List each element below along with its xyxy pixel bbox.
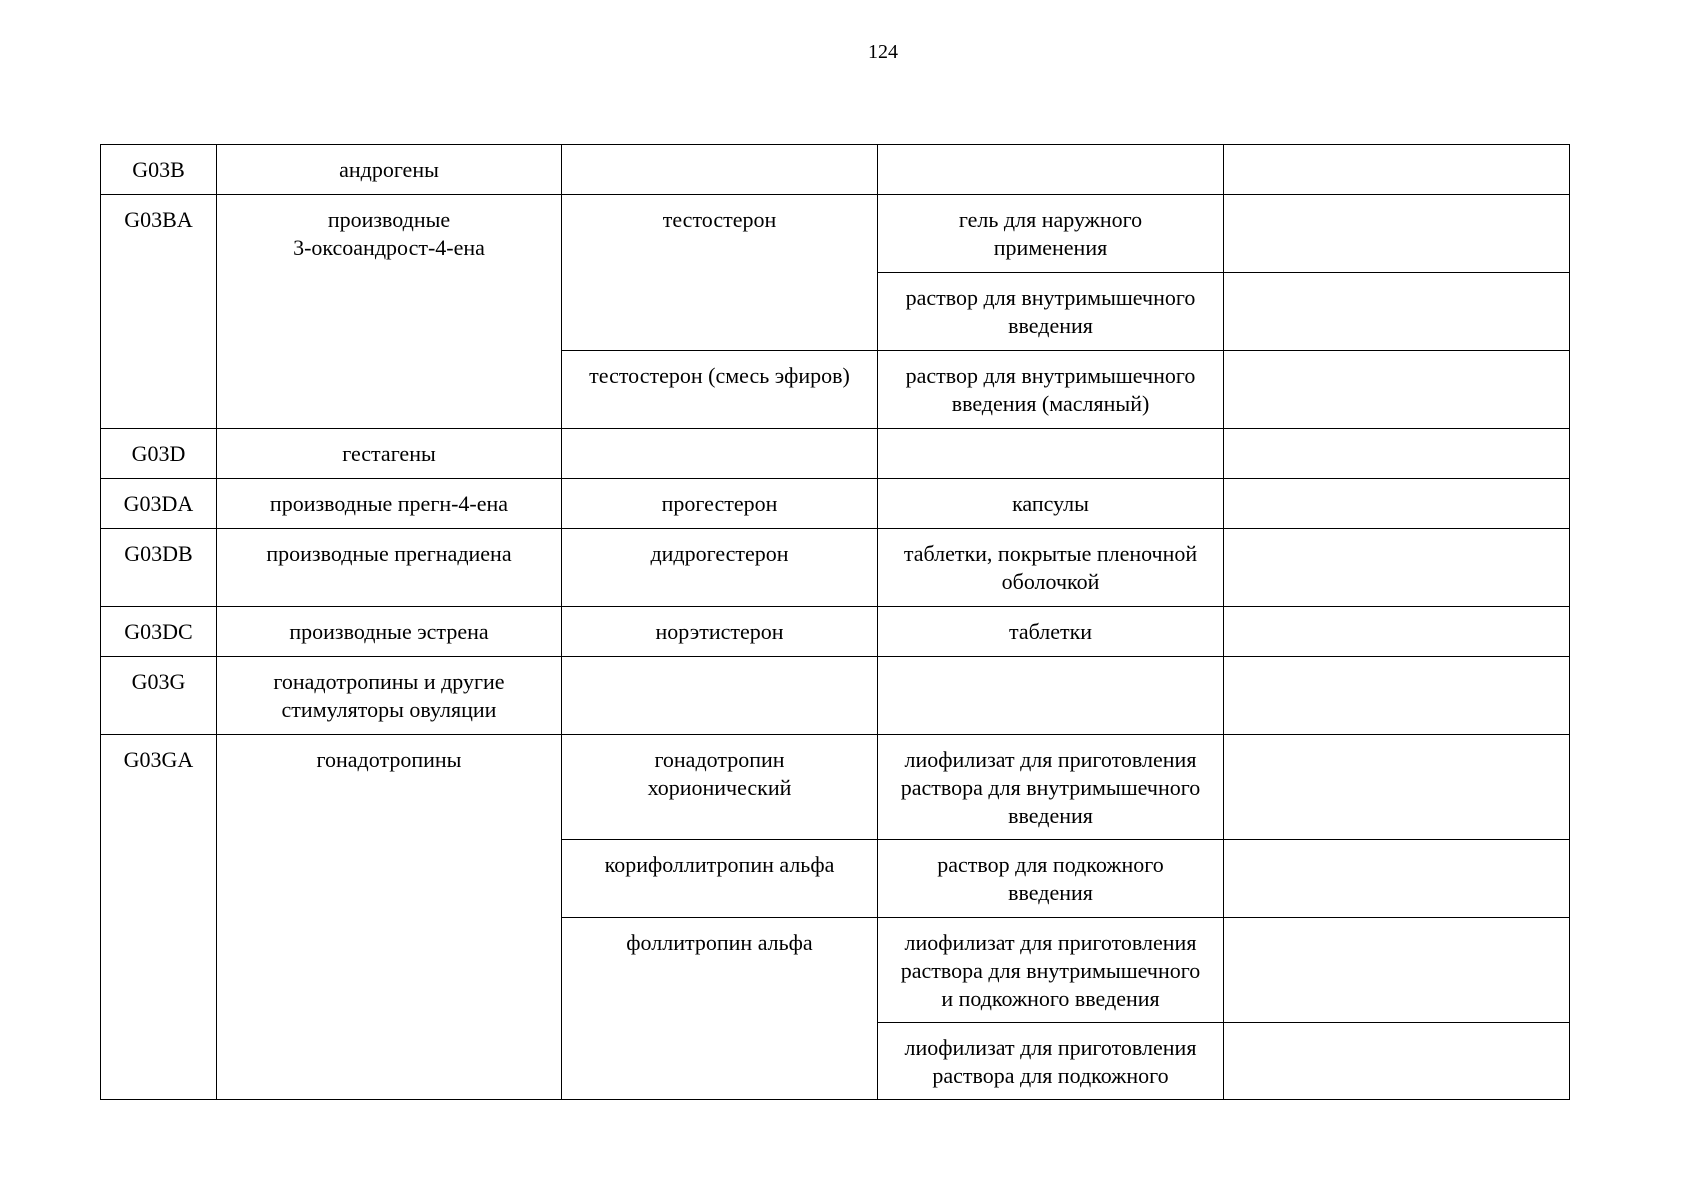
drug-name-cell: тестостерон (562, 195, 878, 351)
atc-group-cell: гонадотропины и другие стимуляторы овуляции (217, 657, 562, 735)
atc-group-cell: производные эстрена (217, 607, 562, 657)
atc-code-cell: G03DB (101, 529, 217, 607)
empty-cell (1224, 351, 1570, 429)
drug-table (100, 144, 1570, 1100)
dosage-form-cell (878, 145, 1224, 195)
dosage-form-cell (878, 657, 1224, 735)
atc-group-cell: производные прегн-4-ена (217, 479, 562, 529)
empty-cell (1224, 273, 1570, 351)
empty-cell (1224, 657, 1570, 735)
table-row (101, 479, 1570, 529)
table-row (101, 195, 1570, 273)
table-row (101, 529, 1570, 607)
drug-name-cell: прогестерон (562, 479, 878, 529)
empty-cell (1224, 735, 1570, 840)
atc-code-cell: G03BA (101, 195, 217, 429)
drug-name-cell: корифоллитропин альфа (562, 840, 878, 918)
atc-group-cell: гонадотропины (217, 735, 562, 1100)
dosage-form-cell: гель для наружного применения (878, 195, 1224, 273)
atc-group-cell: андрогены (217, 145, 562, 195)
empty-cell (1224, 479, 1570, 529)
empty-cell (1224, 145, 1570, 195)
empty-cell (1224, 918, 1570, 1023)
table-row (101, 429, 1570, 479)
drug-name-cell: тестостерон (смесь эфиров) (562, 351, 878, 429)
drug-name-cell: дидрогестерон (562, 529, 878, 607)
drug-name-cell (562, 145, 878, 195)
atc-code-cell: G03D (101, 429, 217, 479)
dosage-form-cell: капсулы (878, 479, 1224, 529)
drug-name-cell: фоллитропин альфа (562, 918, 878, 1100)
atc-code-cell: G03GA (101, 735, 217, 1100)
table-row (101, 657, 1570, 735)
dosage-form-cell: лиофилизат для приготовления раствора для внутримышечного введения (878, 735, 1224, 840)
empty-cell (1224, 840, 1570, 918)
dosage-form-cell: раствор для подкожного введения (878, 840, 1224, 918)
drug-name-cell: гонадотропин хорионический (562, 735, 878, 840)
table-row (101, 145, 1570, 195)
atc-group-cell: производные 3-оксоандрост-4-ена (217, 195, 562, 429)
empty-cell (1224, 607, 1570, 657)
table-row (101, 607, 1570, 657)
drug-name-cell (562, 429, 878, 479)
empty-cell (1224, 529, 1570, 607)
atc-code-cell: G03G (101, 657, 217, 735)
table-row (101, 735, 1570, 840)
empty-cell (1224, 429, 1570, 479)
dosage-form-cell: лиофилизат для приготовления раствора для внутримышечного и подкожного введения (878, 918, 1224, 1023)
atc-group-cell: производные прегнадиена (217, 529, 562, 607)
empty-cell (1224, 1023, 1570, 1100)
dosage-form-cell: раствор для внутримышечного введения (масляный) (878, 351, 1224, 429)
page-number: 124 (868, 41, 898, 63)
atc-code-cell: G03B (101, 145, 217, 195)
dosage-form-cell: раствор для внутримышечного введения (878, 273, 1224, 351)
atc-code-cell: G03DA (101, 479, 217, 529)
drug-name-cell (562, 657, 878, 735)
atc-group-cell: гестагены (217, 429, 562, 479)
drug-name-cell: норэтистерон (562, 607, 878, 657)
atc-code-cell: G03DC (101, 607, 217, 657)
dosage-form-cell (878, 429, 1224, 479)
dosage-form-cell: таблетки, покрытые пленочной оболочкой (878, 529, 1224, 607)
empty-cell (1224, 195, 1570, 273)
dosage-form-cell: лиофилизат для приготовления раствора для подкожного (878, 1023, 1224, 1100)
dosage-form-cell: таблетки (878, 607, 1224, 657)
